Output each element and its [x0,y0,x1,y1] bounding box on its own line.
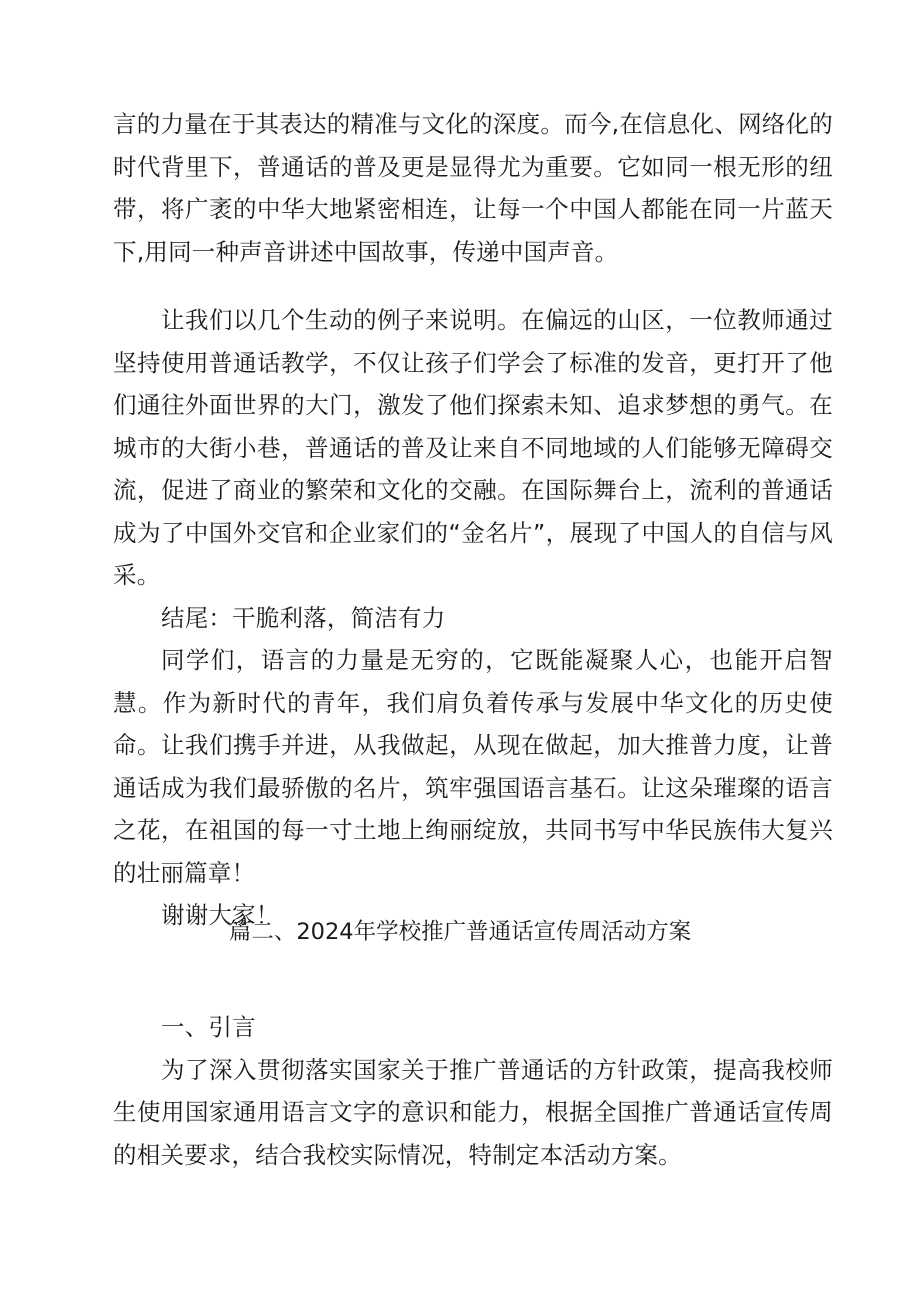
section-one-body [113,103,833,273]
section-one-examples [113,299,833,937]
paragraph-continued: 言的力量在于其表达的精准与文化的深度。而今,在信息化、网络化的时代背里下，普通话的普及更是显得尤为重要。它如同一根无形的纽带，将广袤的中华大地紧密相连，让每一个中国人都能在同一片蓝天下,用同一种声音讲述中国故事，传递中国声音。 [113,110,833,266]
ending-label: 结尾：干脆利落，简洁有力 [161,603,446,632]
paragraph-examples: 让我们以几个生动的例子来说明。在偏远的山区，一位教师通过坚持使用普通话教学，不仅让孩子们学会了标准的发音，更打开了他们通往外面世界的大门，激发了他们探索未知、追求梦想的勇气。在城市的大街小巷，普通话的普及让来自不同地域的人们能够无障碍交流，促进了商业的繁荣和文化的交融。在国际舞台上，流利的普通话成为了中国外交官和企业家们的“金名片”，展现了中国人的自信与风采。 [113,306,833,589]
paragraph-closing: 同学们，语言的力量是无穷的，它既能凝聚人心，也能开启智慧。作为新时代的青年，我们肩负着传承与发展中华文化的历史使命。让我们携手并进，从我做起，从现在做起，加大推普力度，让普通话成为我们最骄傲的名片，筑牢强国语言基石。让这朵璀璨的语言之花，在祖国的每一寸土地上绚丽绽放，共同书写中华民族伟大复兴的壮丽篇章！ [113,646,833,887]
section-two-body [113,1006,833,1176]
section-two-title: 篇二、2024年学校推广普通话宣传周活动方案 [228,919,692,945]
paragraph-intro: 为了深入贯彻落实国家关于推广普通话的方针政策，提高我校师生使用国家通用语言文字的意识和能力，根据全国推广普通话宣传周的相关要求，结合我校实际情况，特制定本活动方案。 [113,1055,833,1169]
intro-heading: 一、引言 [161,1013,256,1041]
thanks-line: 谢谢大家！ [161,901,280,929]
